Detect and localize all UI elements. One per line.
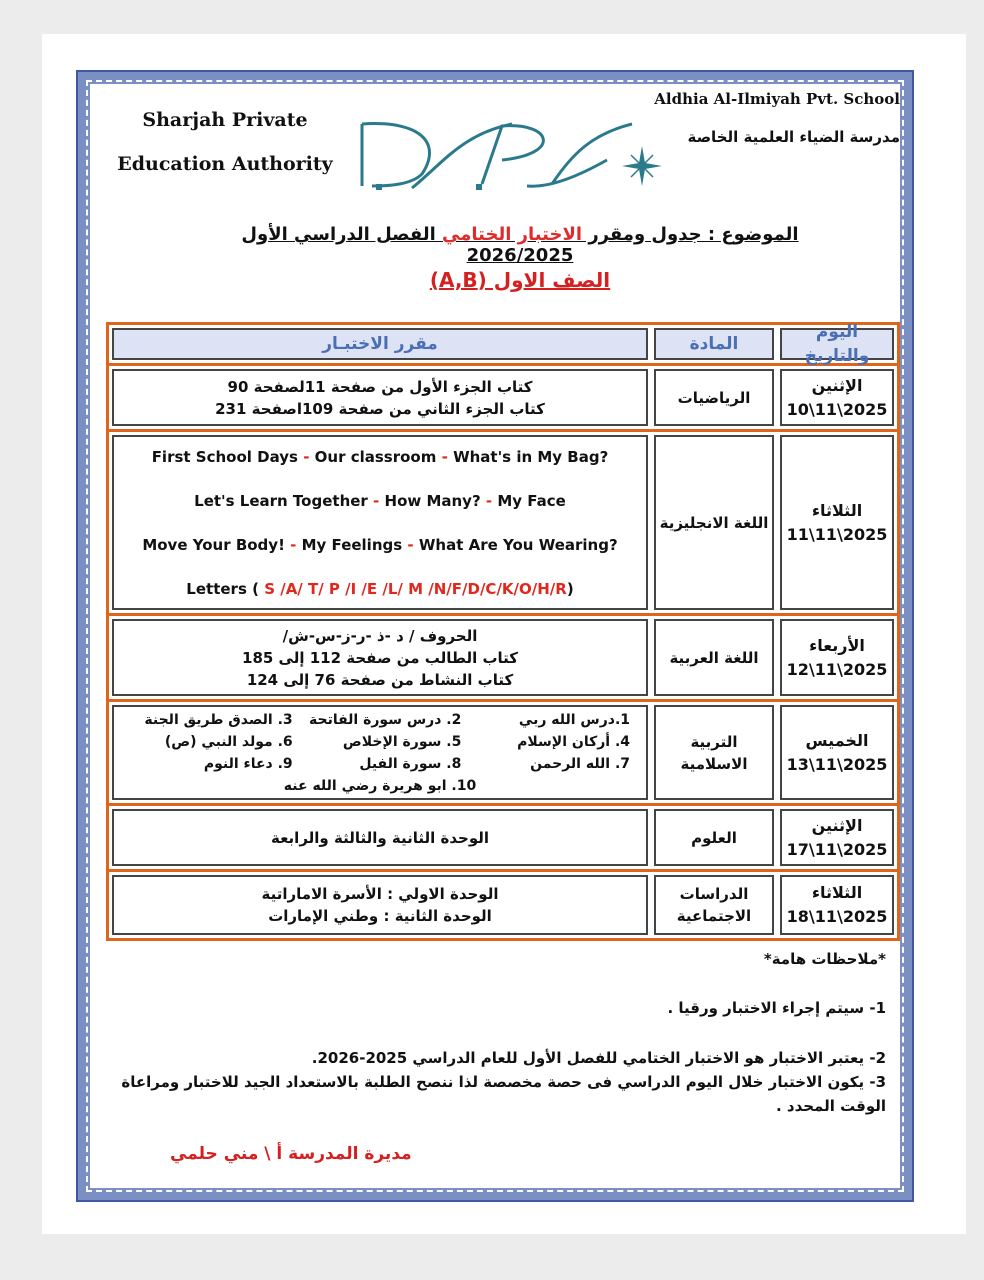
subject-cell: العلوم [654,809,774,866]
school-logo [352,104,672,204]
table-row-social [109,872,897,938]
date-cell: الإثنين 10\11\2025 [780,369,894,426]
content-cell: الوحدة الثانية والثالثة والرابعة [112,809,648,866]
subject-cell: اللغة العربية [654,619,774,696]
school-name-arabic: مدرسة الضياء العلمية الخاصة [687,128,900,146]
content-cell: كتاب الجزء الأول من صفحة 11لصفحة 90 كتاب الجزء الثاني من صفحة 109اصفحة 231 [112,369,648,426]
header-content: مقرر الاختبـار [112,328,648,360]
date-cell: الثلاثاء 18\11\2025 [780,875,894,935]
content-cell: First School Days - Our classroom - What's in My Bag? Let's Learn Together - How Many? - My Face Move Your Body! - My Feelings - What Are You Wearing? Letters ( S /A/ T/ P /I /E /L/ M /N/F/D/C/K/O/H/R) [112,435,648,610]
note-2: 2- يعتبر الاختبار هو الاختبار الختامي للفصل الأول للعام الدراسي 2025-2026. [311,1049,886,1067]
date-cell: الخميس 13\11\2025 [780,705,894,800]
date-cell: الثلاثاء 11\11\2025 [780,435,894,610]
document-frame [76,70,914,1202]
exam-schedule-table [106,322,900,941]
date-cell: الأربعاء 12\11\2025 [780,619,894,696]
table-row-islamic [109,702,897,806]
authority-name: Sharjah Private Education Authority [117,109,333,175]
table-row-math [109,366,897,432]
content-cell: الوحدة الاولي : الأسرة الاماراتية الوحدة الثانية : وطني الإمارات [112,875,648,935]
table-row-science [109,806,897,872]
content-cell [112,705,648,800]
sparkle-logo-icon [622,146,662,186]
table-row-arabic [109,616,897,702]
document-subject: الموضوع : جدول ومقرر الاختبار الختامي الفصل الدراسي الأول 2026/2025 [241,224,799,266]
note-3: 3- يكون الاختبار خلال اليوم الدراسي فى حصة مخصصة لذا ننصح الطلبة بالاستعداد الجيد للاختبار ومراعاة الوقت المحدد . [121,1073,886,1115]
subject-cell: الدراسات الاجتماعية [654,875,774,935]
school-name-english: Aldhia Al-Ilmiyah Pvt. School [654,90,900,108]
header-subject: المادة [654,328,774,360]
subject-cell: اللغة الانجليزية [654,435,774,610]
islamic-topics: 1.درس الله ربي 2. درس سورة الفاتحة 3. الصدق طريق الجنة 4. أركان الإسلام 5. سورة الإخلاص 6. مولد النبي (ص) 7. الله الرحمن 8. سورة الفيل 9. دعاء النوم 10. ابو هريرة رضي الله عنه [144,711,631,794]
table-header-row [109,322,897,366]
subject-cell: التربية الاسلامية [654,705,774,800]
principal-signature: مديرة المدرسة أ \ مني حلمي [170,1144,412,1164]
table-row-english [109,432,897,616]
important-notes [90,950,900,1118]
content-cell: الحروف / د -ذ -ر-ز-س-ش/ كتاب الطالب من صفحة 112 إلى 185 كتاب النشاط من صفحة 76 إلى 124 [112,619,648,696]
subject-cell: الرياضيات [654,369,774,426]
header-date: اليوم والتاريخ [780,328,894,360]
date-cell: الإثنين 17\11\2025 [780,809,894,866]
note-1: 1- سيتم إجراء الاختبار ورقيا . [667,999,886,1017]
grade-title: الصف الاول (A,B) [429,268,611,292]
notes-title: *ملاحظات هامة* [763,950,886,968]
